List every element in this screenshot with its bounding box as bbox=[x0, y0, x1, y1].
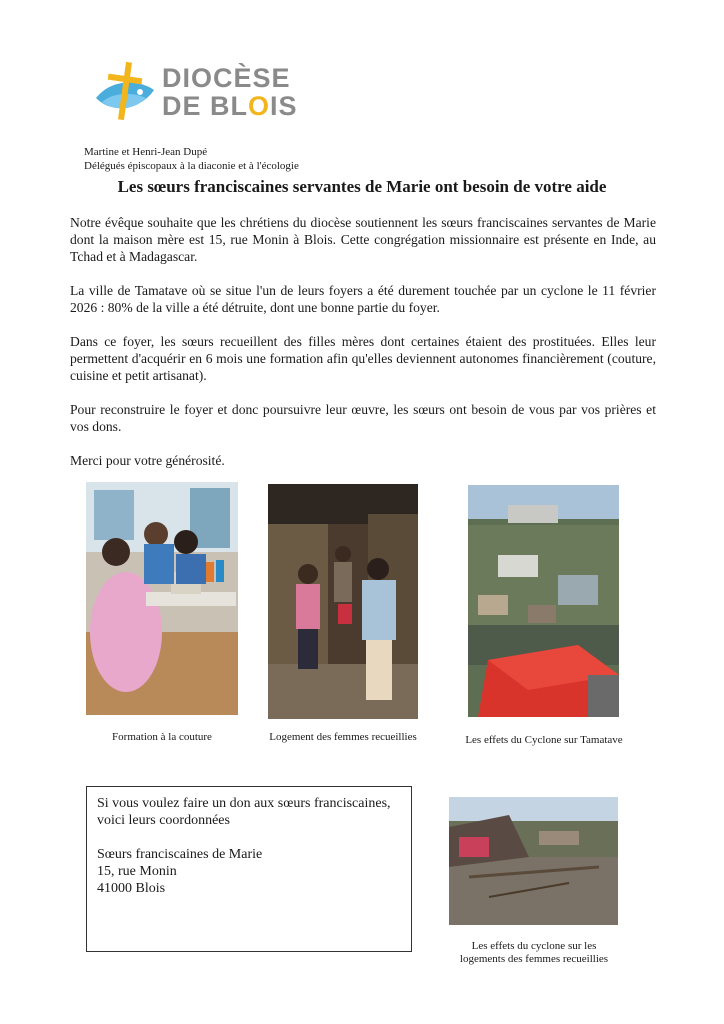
paragraph-2: La ville de Tamatave où se situe l'un de leurs foyers a été durement touchée par un cyclone le 11 février 2026 : 80% de la ville a été détruite, dont une bonne partie du foyer. bbox=[70, 283, 656, 315]
donation-street: 15, rue Monin bbox=[97, 864, 177, 879]
article-body bbox=[70, 214, 656, 486]
logo-line-1: DIOCÈSE bbox=[162, 63, 291, 93]
sewing-photo bbox=[86, 482, 238, 715]
donation-name: Sœurs franciscaines de Marie bbox=[97, 847, 263, 862]
diocese-logo bbox=[92, 58, 312, 124]
donation-intro-1: Si vous voulez faire un don aux sœurs franciscaines, bbox=[97, 796, 391, 811]
paragraph-1: Notre évêque souhaite que les chrétiens du diocèse soutiennent les sœurs franciscaines servantes de Marie dont la maison mère est 15, rue Monin à Blois. Cette congrégation missionnaire est présente en Inde, au Tchad et à Madagascar. bbox=[70, 215, 656, 264]
sewing-caption: Formation à la couture bbox=[112, 731, 212, 743]
logo-line-2c: IS bbox=[270, 91, 298, 121]
paragraph-4: Pour reconstruire le foyer et donc poursuivre leur œuvre, les sœurs ont besoin de vous par vos prières et vos dons. bbox=[70, 402, 656, 434]
authors-block bbox=[84, 145, 299, 173]
donation-city: 41000 Blois bbox=[97, 881, 166, 896]
cyclone-housing-caption bbox=[440, 940, 628, 966]
paragraph-3: Dans ce foyer, les sœurs recueillent des filles mères dont certaines étaient des prostituées. Elles leur permettent d'acquérir en 6 mois une formation afin qu'elles deviennent autonomes financièrement (couture, cuisine et petit artisanat). bbox=[70, 334, 656, 383]
cross-fish-icon bbox=[92, 58, 162, 124]
page-title: Les sœurs franciscaines servantes de Marie ont besoin de votre aide bbox=[117, 177, 607, 196]
author-role: Délégués épiscopaux à la diaconie et à l'écologie bbox=[84, 160, 299, 172]
logo-text bbox=[162, 64, 298, 120]
logo-line-2a: DE BL bbox=[162, 91, 248, 121]
housing-photo bbox=[268, 484, 418, 719]
logo-line-2b: O bbox=[248, 91, 271, 121]
logo-line-2 bbox=[162, 92, 298, 120]
cyclone-city-photo bbox=[468, 485, 619, 717]
donation-box bbox=[86, 786, 412, 952]
cyclone-housing-photo bbox=[449, 797, 618, 925]
donation-intro-2: voici leurs coordonnées bbox=[97, 813, 230, 828]
housing-caption: Logement des femmes recueillies bbox=[269, 731, 417, 743]
cyclone-housing-caption-line-1: Les effets du cyclone sur les bbox=[471, 940, 597, 952]
cyclone-housing-caption-line-2: logements des femmes recueillies bbox=[459, 953, 609, 965]
author-names: Martine et Henri-Jean Dupé bbox=[84, 146, 208, 158]
paragraph-5: Merci pour votre générosité. bbox=[70, 453, 225, 468]
cyclone-city-caption: Les effets du Cyclone sur Tamatave bbox=[465, 734, 623, 746]
